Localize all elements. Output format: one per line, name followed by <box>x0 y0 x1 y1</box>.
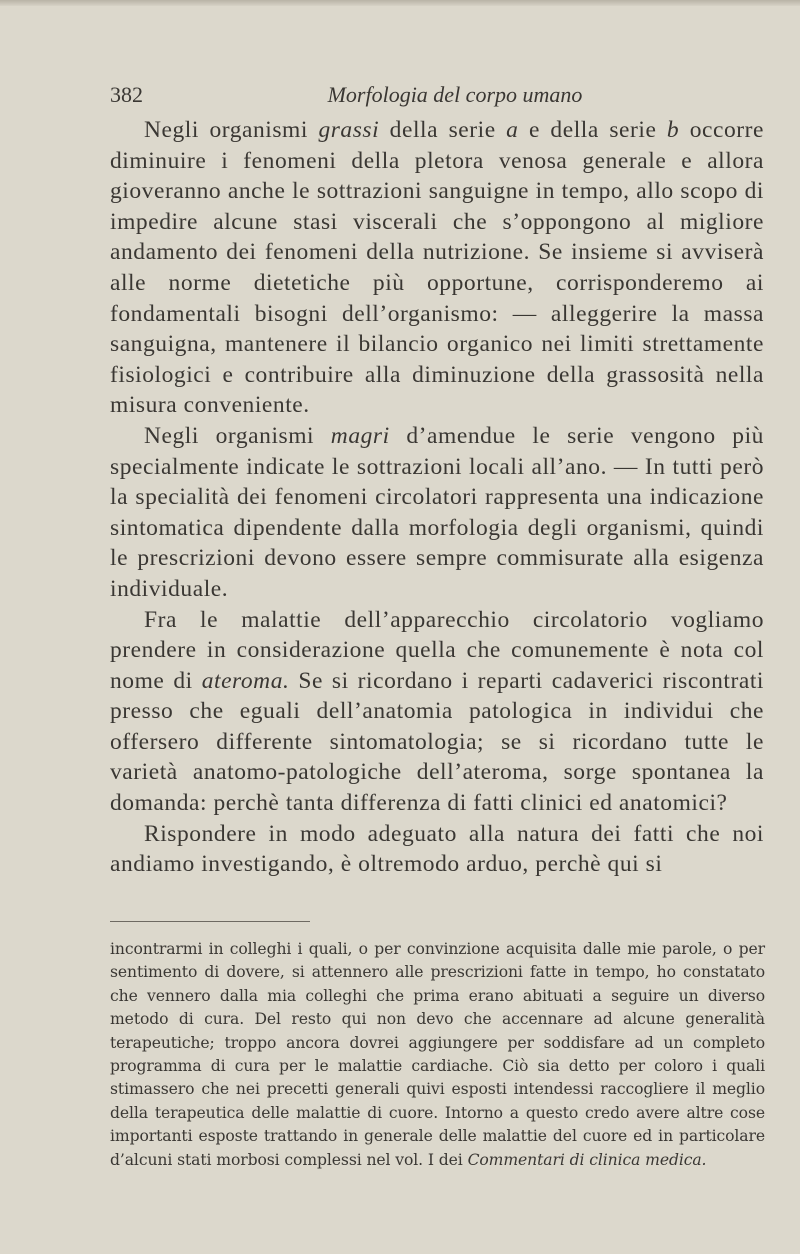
page-top-edge <box>0 0 800 6</box>
emphasis-grassi: grassi <box>318 117 380 143</box>
emphasis-ateroma: ateroma. <box>201 667 290 694</box>
page-number: 382 <box>110 82 143 107</box>
footnote-text: incontrarmi in colleghi i quali, o per convinzione acquisita dalle mie parole, o per sentimento di dovere, si attennero alle prescrizioni fatte in tempo, ho constatato che vennero dalla mia colleghi che prima erano abituati a seguire un diverso metodo di cura. Del resto qui non devo che accennare ad alcune generalità terapeutiche; troppo ancora dovrei aggiungere per soddisfare ad un completo programma di cura per le malattie cardiache. Ciò sia detto per coloro i quali stimassero che nei precetti generali quivi esposti intendessi raccogliere il meglio della terapeutica delle malattie di cuore. Intorno a questo credo avere altre cose importanti esposte trattando in generale delle malattie del cuore ed in particolare d’alcuni stati morbosi complessi nel vol. I dei Commentari di clinica medica. <box>110 940 765 1169</box>
main-text <box>110 115 764 880</box>
paragraph-2: Negli organismi magri d’amendue le serie vengono più specialmente indicate le sottrazioni locali all’ano. — In tutti però la specialità dei fenomeni circolatori rappresenta una indicazione sintomatica dipendente dalla morfologia degli organismi, quindi le prescrizioni devono essere sempre commisurate alla esigenza individuale. <box>110 422 764 602</box>
running-header <box>110 82 760 112</box>
emphasis-commentari: Commentari di clinica medica. <box>467 1150 707 1169</box>
footnote-rule <box>110 921 310 922</box>
emphasis-a: a <box>506 117 519 143</box>
running-title: Morfologia del corpo umano <box>327 82 583 107</box>
paragraph-4: Rispondere in modo adeguato alla natura dei fatti che noi andiamo investigando, è oltremodo arduo, perchè qui si <box>110 820 764 878</box>
footnote <box>110 938 765 1172</box>
emphasis-magri: magri <box>330 422 390 449</box>
paragraph-3: Fra le malattie dell’apparecchio circolatorio vogliamo prendere in considerazione quella che comunemente è nota col nome di ateroma. Se si ricordano i reparti cadaverici riscontrati presso che eguali dell’anatomia patologica in individui che offersero differente sintomatologia; se si ricordano tutte le varietà anatomo-patologiche dell’ateroma, sorge spontanea la domanda: perchè tanta differenza di fatti clinici ed anatomici? <box>110 606 765 817</box>
paragraph-1: Negli organismi grassi della serie a e della serie b occorre diminuire i fenomeni della pletora venosa generale e allora gioveranno anche le sottrazioni sanguigne in tempo, allo scopo di impedire alcune stasi viscerali che s’oppongono al migliore andamento dei fenomeni della nutrizione. Se insieme si avviserà alle norme dietetiche più opportune, corrisponderemo ai fondamentali bisogni dell’organismo: — alleggerire la massa sanguigna, mantenere il bilancio organico nei limiti strettamente fisiologici e contribuire alla diminuzione della grassosità nella misura conveniente. <box>110 117 765 419</box>
emphasis-b: b <box>666 117 680 143</box>
